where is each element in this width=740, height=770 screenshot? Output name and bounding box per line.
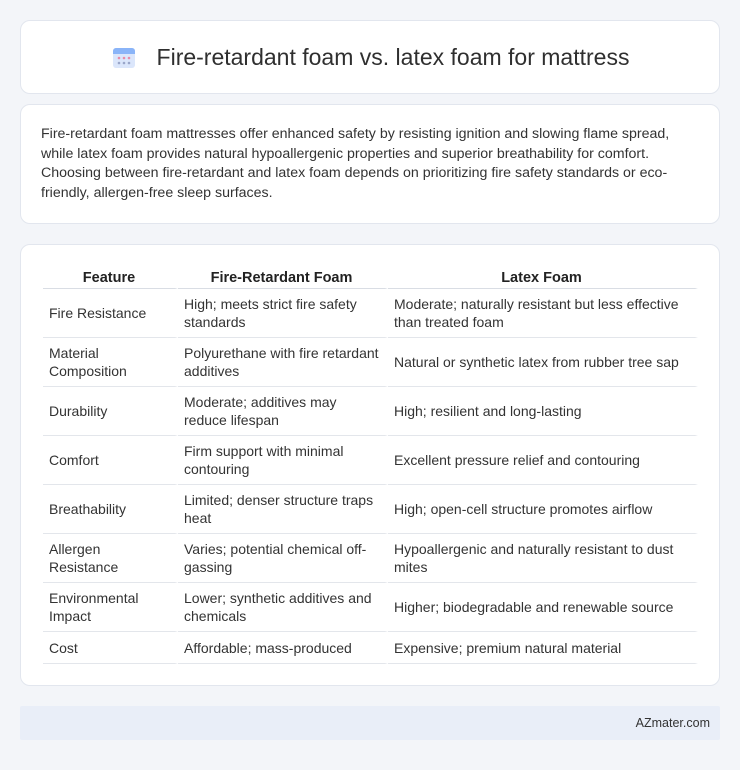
feature-cell: Material Composition — [43, 338, 178, 387]
header-feature: Feature — [43, 267, 178, 289]
feature-cell: Durability — [43, 387, 178, 436]
feature-cell: Cost — [43, 632, 178, 664]
comparison-table-card — [20, 244, 720, 686]
table-row — [43, 289, 698, 338]
comparison-table — [43, 267, 698, 664]
page-title: Fire-retardant foam vs. latex foam for mattress — [156, 43, 630, 70]
calendar-icon — [111, 44, 137, 70]
intro-card — [20, 104, 720, 224]
table-row — [43, 632, 698, 664]
table-row — [43, 338, 698, 387]
latex-cell: Hypoallergenic and naturally resistant to dust mites — [388, 534, 698, 583]
fire-retardant-cell: Varies; potential chemical off-gassing — [178, 534, 388, 583]
fire-retardant-cell: Affordable; mass-produced — [178, 632, 388, 664]
feature-cell: Allergen Resistance — [43, 534, 178, 583]
footer-site-link[interactable]: AZmater.com — [635, 716, 710, 730]
feature-cell: Breathability — [43, 485, 178, 534]
feature-cell: Fire Resistance — [43, 289, 178, 338]
header-latex-foam: Latex Foam — [388, 267, 698, 289]
latex-cell: Higher; biodegradable and renewable source — [388, 583, 698, 632]
fire-retardant-cell: High; meets strict fire safety standards — [178, 289, 388, 338]
latex-cell: High; open-cell structure promotes airflow — [388, 485, 698, 534]
latex-cell: Expensive; premium natural material — [388, 632, 698, 664]
fire-retardant-cell: Lower; synthetic additives and chemicals — [178, 583, 388, 632]
footer — [20, 706, 720, 740]
feature-cell: Comfort — [43, 436, 178, 485]
fire-retardant-cell: Polyurethane with fire retardant additives — [178, 338, 388, 387]
header-fire-retardant-foam: Fire-Retardant Foam — [178, 267, 388, 289]
table-row — [43, 436, 698, 485]
latex-cell: Moderate; naturally resistant but less effective than treated foam — [388, 289, 698, 338]
latex-cell: High; resilient and long-lasting — [388, 387, 698, 436]
intro-text: Fire-retardant foam mattresses offer enhanced safety by resisting ignition and slowing flame spread, while latex foam provides natural hypoallergenic properties and superior breathability for comfort. Choosing between fire-retardant and latex foam depends on prioritizing fire safety standards or eco-friendly, allergen-free sleep surfaces. — [41, 126, 670, 201]
table-row — [43, 534, 698, 583]
latex-cell: Natural or synthetic latex from rubber tree sap — [388, 338, 698, 387]
fire-retardant-cell: Moderate; additives may reduce lifespan — [178, 387, 388, 436]
feature-cell: Environmental Impact — [43, 583, 178, 632]
table-row — [43, 583, 698, 632]
fire-retardant-cell: Firm support with minimal contouring — [178, 436, 388, 485]
table-row — [43, 485, 698, 534]
fire-retardant-cell: Limited; denser structure traps heat — [178, 485, 388, 534]
title-card — [20, 20, 720, 94]
table-header-row — [43, 267, 698, 289]
table-row — [43, 387, 698, 436]
latex-cell: Excellent pressure relief and contouring — [388, 436, 698, 485]
